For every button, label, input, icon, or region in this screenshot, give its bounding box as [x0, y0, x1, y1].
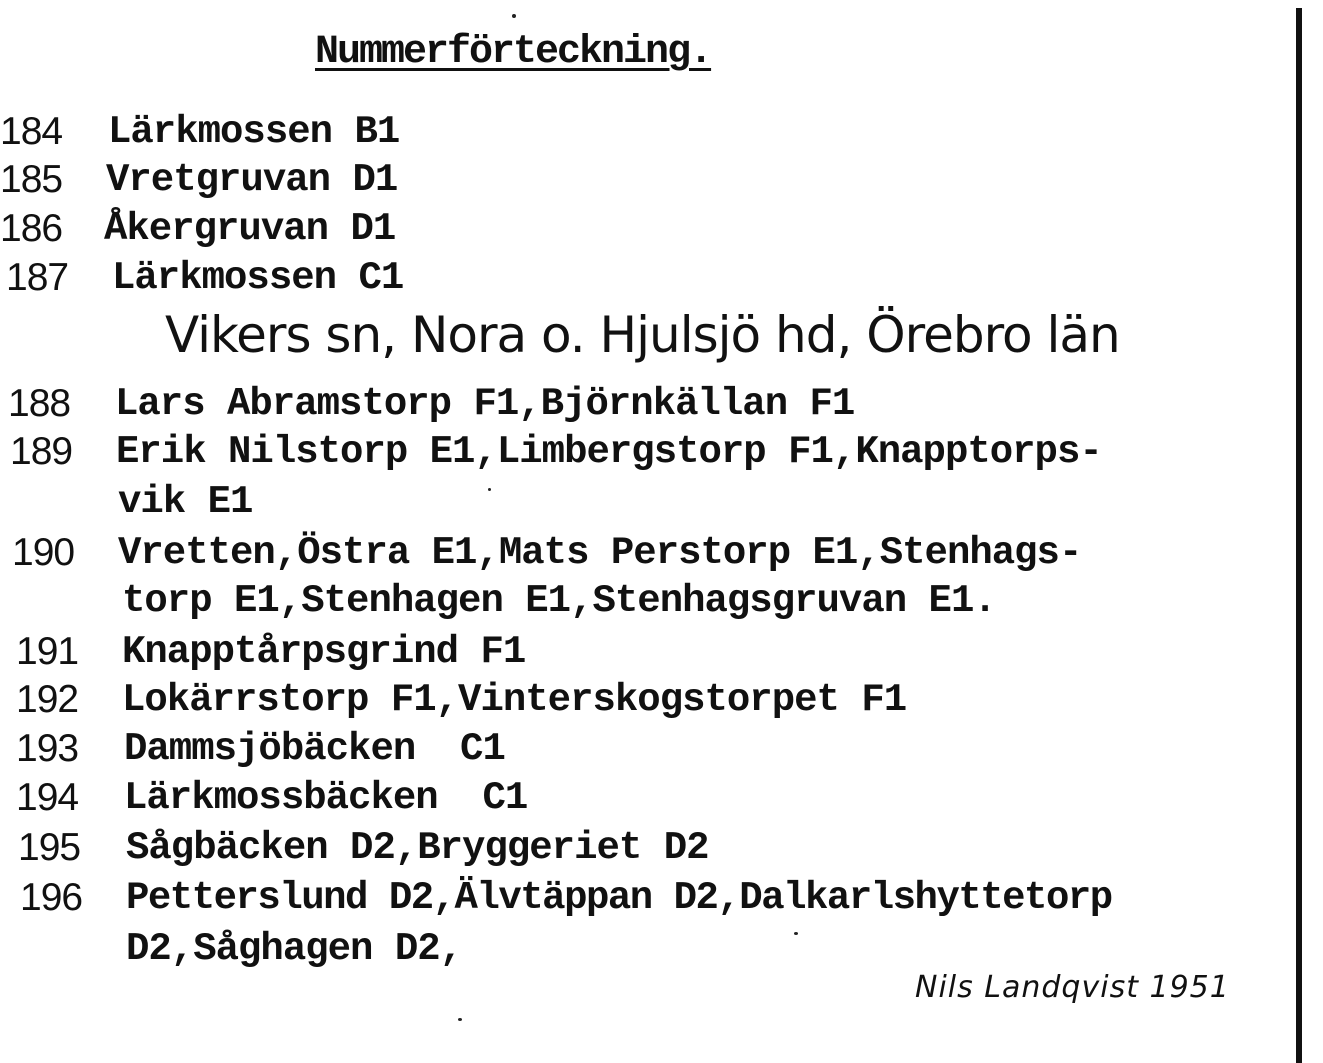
entry-text: Lärkmossbäcken C1	[124, 776, 528, 820]
scan-speck	[512, 14, 516, 18]
entry-text: Sågbäcken D2,Bryggeriet D2	[126, 826, 709, 870]
entry-continuation: D2,Såghagen D2,	[126, 927, 463, 971]
scan-speck	[458, 1018, 462, 1021]
entry-text: Åkergruvan D1	[104, 207, 396, 251]
entry-text: Knapptårpsgrind F1	[122, 630, 526, 674]
entry-text: Vretgruvan D1	[106, 158, 398, 202]
entry-text: Erik Nilstorp E1,Limbergstorp F1,Knapptorps-	[116, 430, 1102, 474]
entry-number: 196	[20, 876, 83, 919]
entry-continuation: torp E1,Stenhagen E1,Stenhagsgruvan E1.	[122, 579, 996, 623]
entry-number: 193	[16, 727, 79, 770]
entry-text: Vretten,Östra E1,Mats Perstorp E1,Stenhags-	[118, 531, 1082, 575]
entry-number: 186	[0, 207, 63, 250]
entry-number: 191	[16, 630, 79, 673]
entry-number: 187	[6, 256, 69, 299]
signature: Nils Landqvist 1951	[915, 970, 1230, 1005]
entry-text: Dammsjöbäcken C1	[124, 727, 505, 771]
entry-text: Lars Abramstorp F1,Björnkällan F1	[115, 382, 855, 426]
entry-number: 195	[18, 826, 81, 869]
entry-continuation: vik E1	[118, 480, 253, 524]
entry-number: 184	[0, 110, 63, 153]
entry-number: 190	[12, 531, 75, 574]
entry-number: 189	[10, 430, 73, 473]
entry-text: Lokärrstorp F1,Vinterskogstorpet F1	[122, 678, 907, 722]
entry-text: Lärkmossen B1	[108, 110, 400, 154]
region-heading: Vikers sn, Nora o. Hjulsjö hd, Örebro län	[165, 306, 1120, 364]
entry-number: 188	[8, 382, 71, 425]
document-title: Nummerförteckning.	[315, 30, 712, 75]
entry-number: 192	[16, 678, 79, 721]
entry-text: Lärkmossen C1	[112, 256, 404, 300]
scan-speck	[794, 932, 798, 935]
page-edge-shadow	[1296, 8, 1302, 1063]
entry-text: Petterslund D2,Älvtäppan D2,Dalkarlshyttetorp	[126, 876, 1112, 920]
scan-speck	[488, 488, 491, 491]
entry-number: 194	[16, 776, 79, 819]
entry-number: 185	[0, 158, 63, 201]
